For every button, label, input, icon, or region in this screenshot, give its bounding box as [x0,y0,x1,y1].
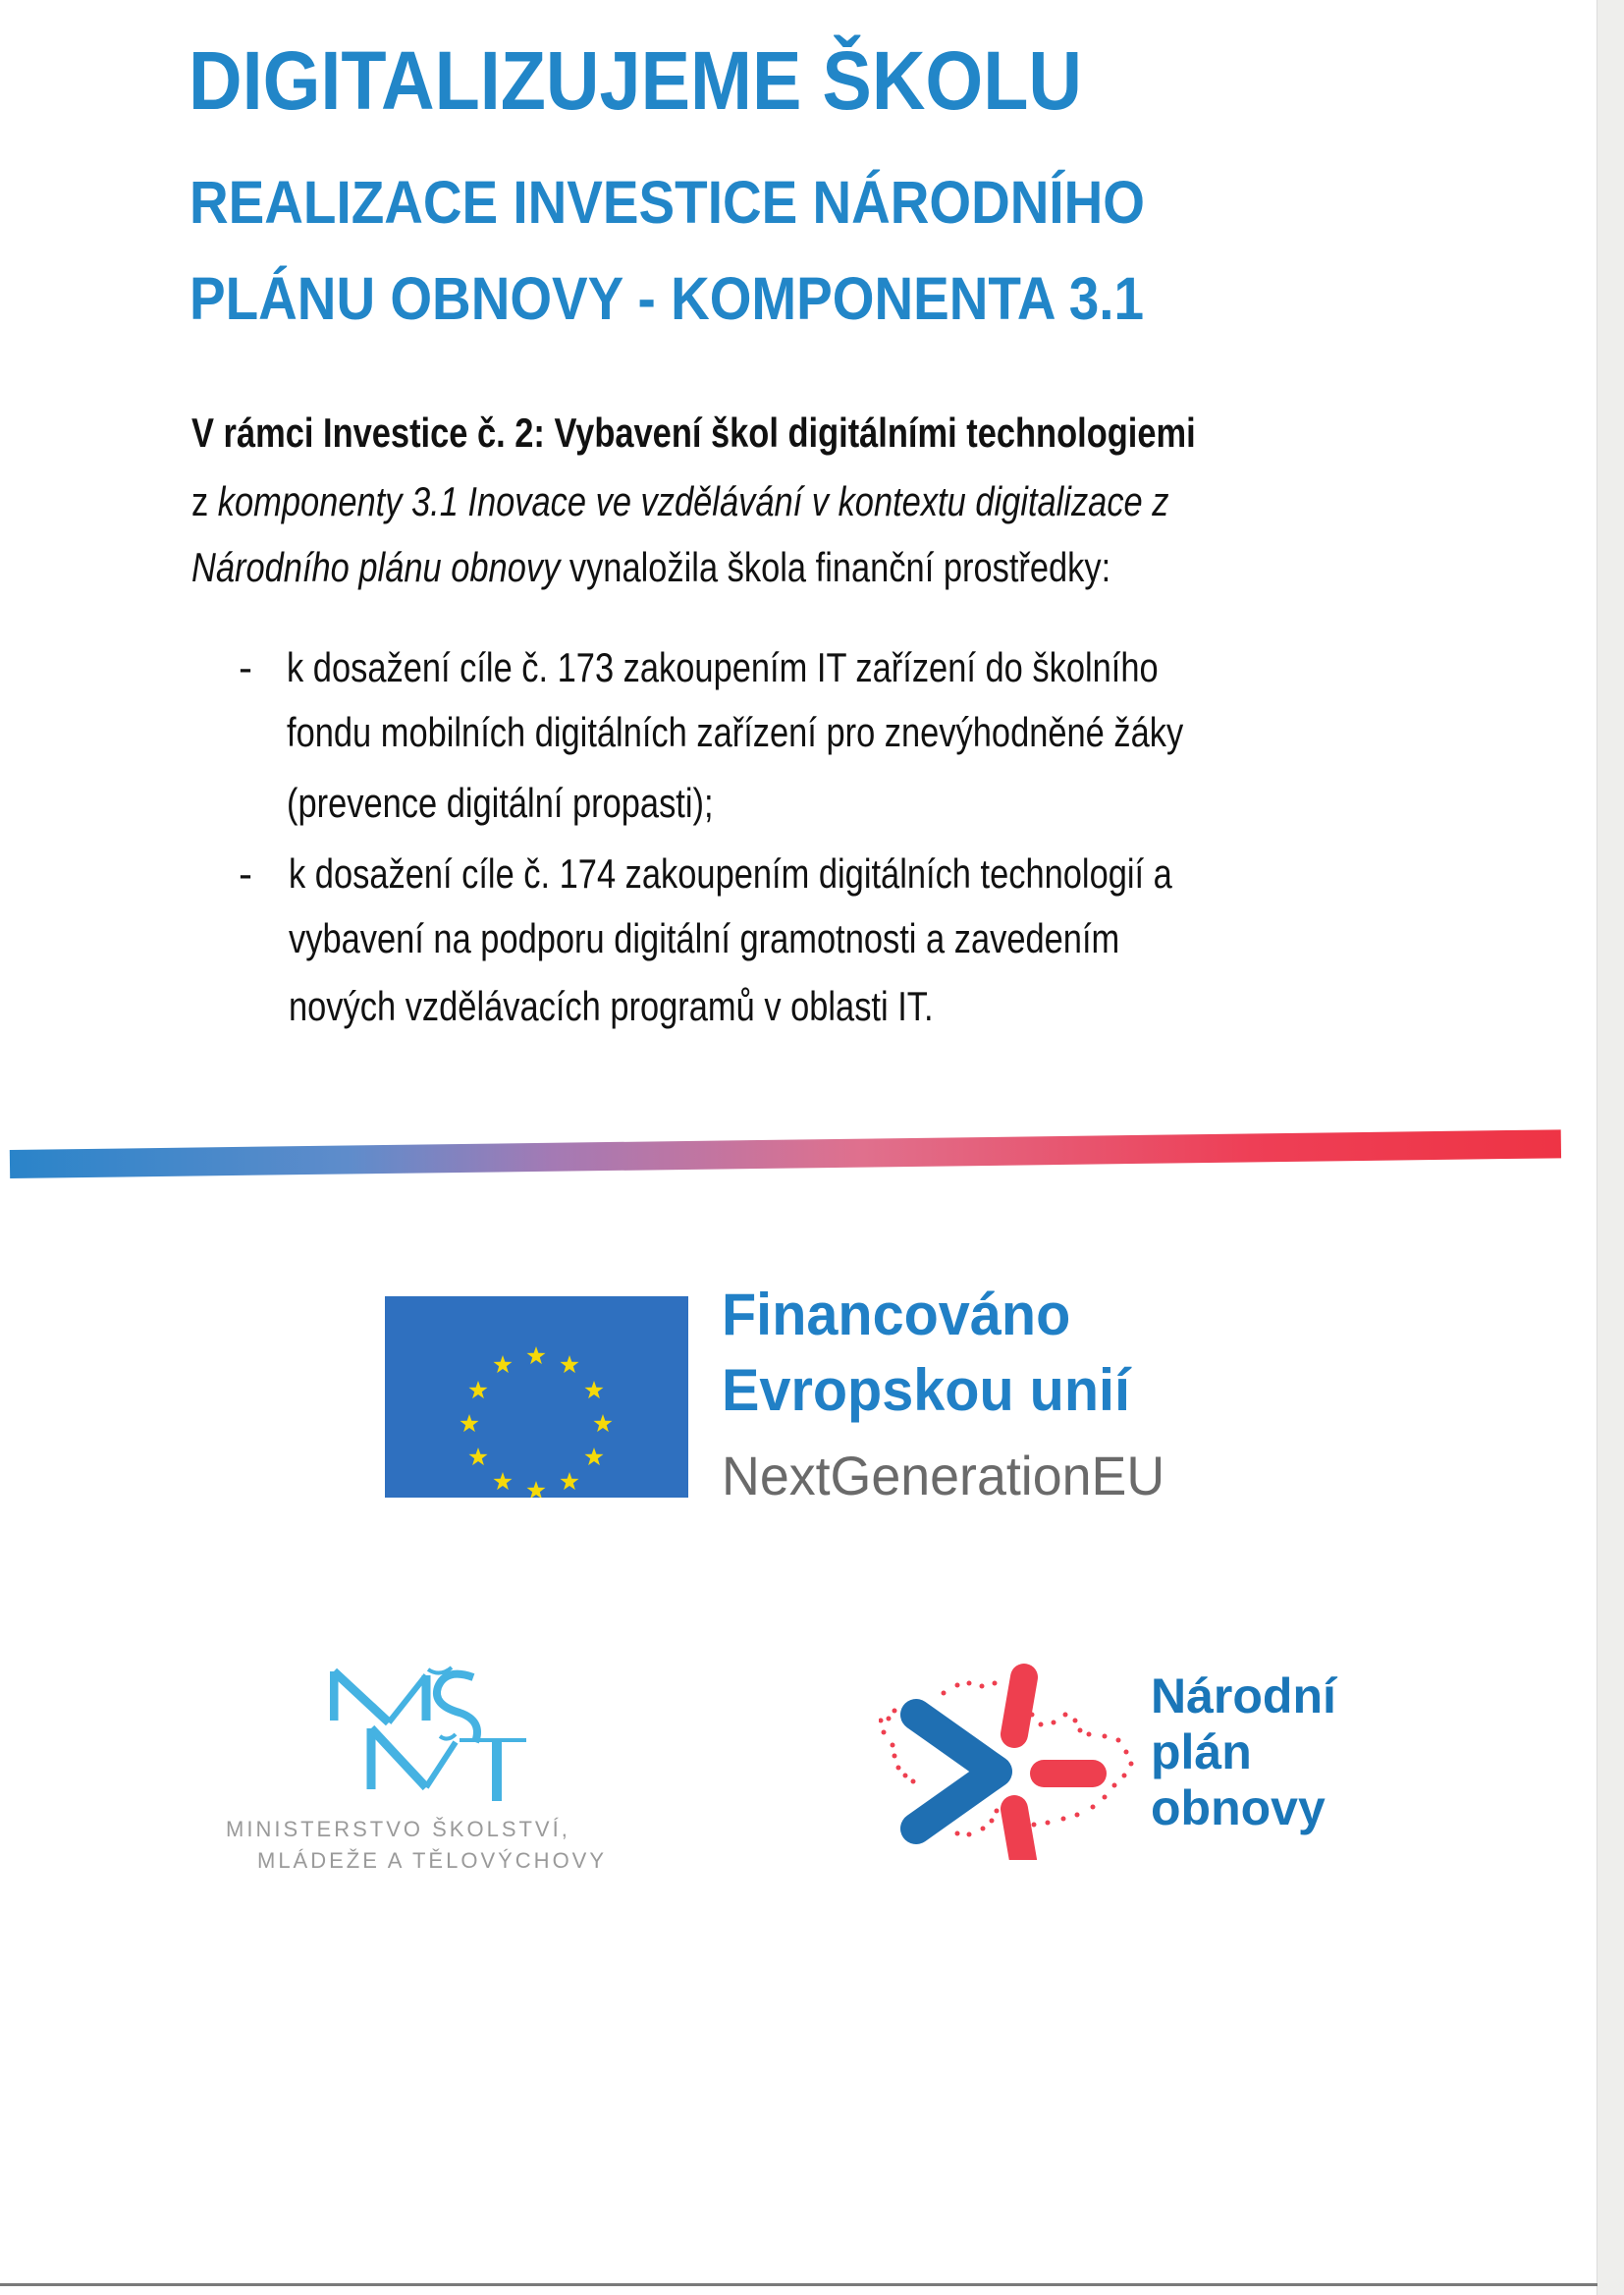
scan-edge-right [1597,0,1624,2295]
intro-text: z [191,478,218,524]
eu-flag-icon [385,1296,688,1498]
eu-funded-line-2: Evropskou unií [722,1357,1131,1423]
list-item-line: nových vzdělávacích programů v oblasti IT. [289,983,934,1029]
intro-line-2 [191,478,1169,525]
npo-line-3: obnovy [1151,1780,1326,1835]
msmt-name-line-1: MINISTERSTVO ŠKOLSTVÍ, [226,1817,570,1841]
intro-text: vynaložila škola finanční prostředky: [560,544,1111,590]
page-title: DIGITALIZUJEME ŠKOLU [189,34,1083,127]
bullet-dash: - [239,644,252,690]
list-item-line: (prevence digitální propasti); [287,780,714,826]
eu-stars-icon [385,1296,688,1498]
list-item-line: k dosažení cíle č. 174 zakoupením digitálních technologií a [289,850,1172,897]
msmt-monogram-icon [330,1662,536,1805]
list-item-line: fondu mobilních digitálních zařízení pro znevýhodněné žáky [287,709,1184,755]
intro-italic-text: Národního plánu obnovy [191,544,561,590]
npo-line-2: plán [1151,1724,1252,1779]
list-item-line: vybavení na podporu digitální gramotnosti a zavedením [289,915,1120,961]
scan-edge-bottom [0,2283,1597,2286]
msmt-name-line-2: MLÁDEŽE A TĚLOVÝCHOVY [257,1848,608,1873]
subtitle-line-2: PLÁNU OBNOVY - KOMPONENTA 3.1 [189,265,1145,332]
intro-line-3 [191,544,1110,591]
intro-italic-text: komponenty 3.1 Inovace ve vzdělávání v kontextu digitalizace z [217,478,1169,524]
intro-heading: V rámci Investice č. 2: Vybavení škol digitálními technologiemi [191,410,1196,456]
next-generation-eu-text: NextGenerationEU [722,1445,1165,1506]
gradient-divider [10,1129,1561,1178]
subtitle-line-1: REALIZACE INVESTICE NÁRODNÍHO [189,169,1146,236]
bullet-dash: - [239,850,252,897]
list-item-line: k dosažení cíle č. 173 zakoupením IT zařízení do školního [287,644,1159,690]
eu-funded-line-1: Financováno [722,1282,1071,1347]
npo-line-1: Národní [1151,1668,1336,1723]
npo-arrow-icon [879,1654,1139,1860]
